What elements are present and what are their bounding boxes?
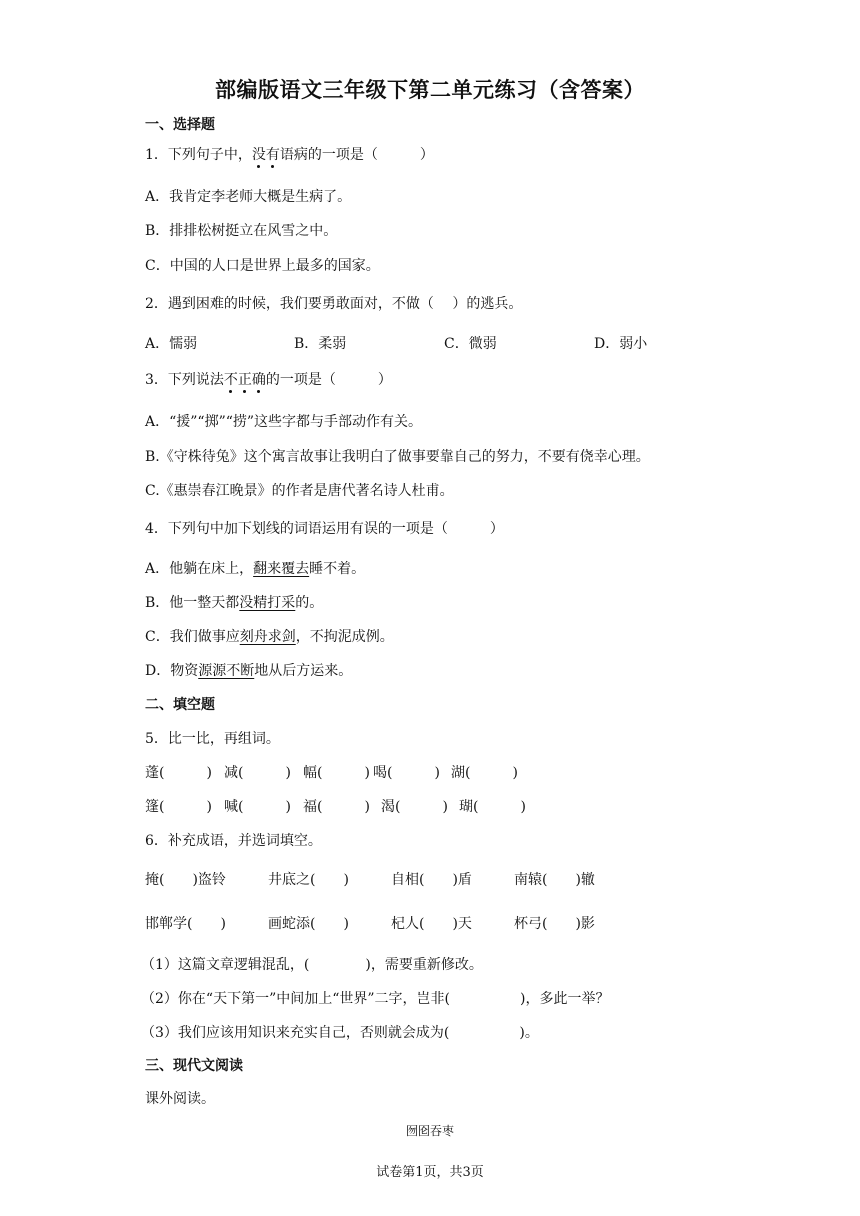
emphasis-dot-char: 有 — [265, 147, 280, 163]
word-blank[interactable]: 减( ) — [224, 765, 291, 781]
underlined-word: 源源不断 — [198, 663, 255, 679]
question-3-stem — [145, 369, 392, 389]
question-5-stem: 5．比一比，再组词。 — [145, 731, 280, 747]
question-3-option-c[interactable]: C.《惠崇春江晚景》的作者是唐代著名诗人杜甫。 — [145, 483, 454, 499]
question-1-option-c[interactable]: C．中国的人口是世界上最多的国家。 — [145, 258, 380, 274]
option-text: C．我们做事应 — [145, 629, 240, 645]
emphasis-dot-char: 不 — [223, 372, 238, 388]
word-blank[interactable]: 喝( ) — [373, 765, 440, 781]
word-blank[interactable]: 喊( ) — [224, 799, 291, 815]
option-text: A．他躺在床上， — [145, 561, 254, 577]
word-blank[interactable]: 蓬( ) — [145, 765, 212, 781]
question-1-stem-text: 语病的一项是（ ） — [279, 147, 434, 163]
question-3-option-a[interactable]: A．“援”“掷”“捞”这些字都与手部动作有关。 — [145, 414, 423, 430]
question-1-stem — [145, 144, 434, 164]
underlined-word: 翻来覆去 — [253, 561, 310, 577]
question-3-option-b[interactable]: B.《守株待兔》这个寓言故事让我明白了做事要靠自己的努力，不要有侥幸心理。 — [145, 449, 650, 465]
idiom-blank[interactable]: 自相( )盾 — [391, 872, 472, 888]
emphasis-dot-char: 没 — [251, 147, 266, 163]
fill-sentence-2[interactable]: （2）你在“天下第一”中间加上“世界”二字，岂非( )，多此一举？ — [141, 991, 610, 1007]
underlined-word: 刻舟求剑 — [239, 629, 296, 645]
question-4-option-b[interactable] — [145, 592, 323, 612]
question-1-option-b[interactable]: B．排排松树挺立在风雪之中。 — [145, 223, 338, 239]
question-3-stem-text: 3．下列说法 — [145, 372, 224, 388]
idiom-blank[interactable]: 杯弓( )影 — [514, 916, 595, 932]
question-2-option-b[interactable]: B．柔弱 — [294, 336, 347, 352]
emphasis-dot-char: 确 — [251, 372, 266, 388]
reading-intro: 课外阅读。 — [145, 1091, 215, 1107]
question-2-option-d[interactable]: D．弱小 — [594, 336, 648, 352]
word-blank[interactable]: 福( ) — [303, 799, 370, 815]
section-heading-reading: 三、现代文阅读 — [145, 1058, 243, 1074]
underlined-word: 没精打采 — [239, 595, 296, 611]
word-blank[interactable]: 湖( ) — [451, 765, 518, 781]
word-blank[interactable]: 瑚( ) — [459, 799, 526, 815]
word-blank[interactable]: 渴( ) — [381, 799, 448, 815]
question-2-option-c[interactable]: C．微弱 — [444, 336, 497, 352]
question-4-option-c[interactable] — [145, 626, 394, 646]
page-footer: 试卷第1页，共3页 — [376, 1165, 484, 1180]
question-1-option-a[interactable]: A．我肯定李老师大概是生病了。 — [145, 189, 352, 205]
question-1-stem-text: 1．下列句子中， — [145, 147, 252, 163]
story-title: 囫囵吞枣 — [405, 1124, 454, 1138]
section-heading-choice: 一、选择题 — [145, 117, 215, 133]
word-blank[interactable]: 幅( ) — [303, 765, 370, 781]
question-4-option-a[interactable] — [145, 558, 365, 578]
page-title: 部编版语文三年级下第二单元练习（含答案） — [215, 78, 645, 102]
fill-sentence-3[interactable]: （3）我们应该用知识来充实自己，否则就会成为( )。 — [141, 1025, 539, 1041]
question-3-stem-text: 的一项是（ ） — [265, 372, 392, 388]
option-text: 地从后方运来。 — [254, 663, 353, 679]
option-text: ，不拘泥成例。 — [295, 629, 394, 645]
idiom-blank[interactable]: 掩( )盗铃 — [145, 872, 226, 888]
idiom-blank[interactable]: 南辕( )辙 — [514, 872, 595, 888]
fill-sentence-1[interactable]: （1）这篇文章逻辑混乱，( )，需要重新修改。 — [141, 957, 483, 973]
option-text: D．物资 — [145, 663, 199, 679]
question-4-stem: 4．下列句中加下划线的词语运用有误的一项是（ ） — [145, 521, 504, 537]
question-2-option-a[interactable]: A．懦弱 — [145, 336, 198, 352]
emphasis-dot-char: 正 — [237, 372, 252, 388]
option-text: 睡不着。 — [309, 561, 366, 577]
option-text: B．他一整天都 — [145, 595, 240, 611]
idiom-blank[interactable]: 邯郸学( ) — [145, 916, 226, 932]
question-2-stem: 2．遇到困难的时候，我们要勇敢面对，不做（ ）的逃兵。 — [145, 296, 523, 312]
idiom-blank[interactable]: 杞人( )天 — [391, 916, 472, 932]
section-heading-fill: 二、填空题 — [145, 697, 215, 713]
word-blank[interactable]: 篷( ) — [145, 799, 212, 815]
question-4-option-d[interactable] — [145, 660, 352, 680]
question-6-stem: 6．补充成语，并选词填空。 — [145, 833, 322, 849]
option-text: 的。 — [295, 595, 324, 611]
idiom-blank[interactable]: 井底之( ) — [268, 872, 349, 888]
idiom-blank[interactable]: 画蛇添( ) — [268, 916, 349, 932]
